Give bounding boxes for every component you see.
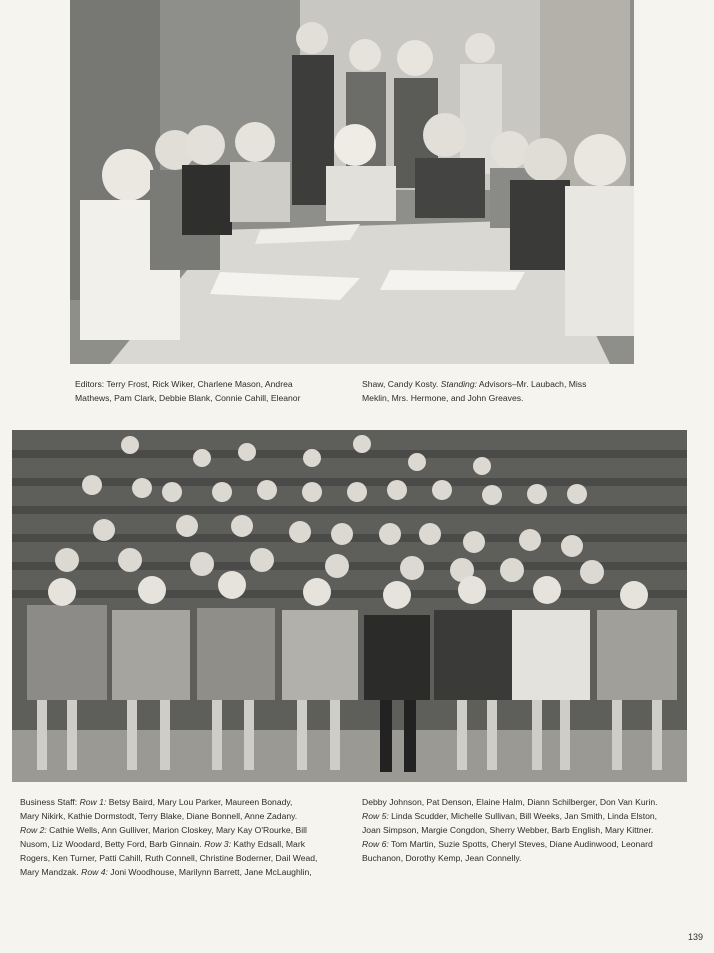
business-staff-photo-illustration	[12, 430, 687, 782]
caption-line: Mary Mandzak.	[20, 867, 82, 877]
caption-line: Joan Simpson, Margie Congdon, Sherry Webber, Barb English, Mary Kittner.	[362, 825, 654, 835]
business-staff-caption-left	[20, 795, 333, 879]
editors-caption-line: Editors: Terry Frost, Rick Wiker, Charlene Mason, Andrea	[75, 379, 293, 389]
row-label: Row 4:	[81, 867, 108, 877]
caption-line: Rogers, Ken Turner, Patti Cahill, Ruth Connell, Christine Boderner, Dail Wead,	[20, 853, 318, 863]
editors-caption-right	[362, 377, 622, 405]
page-number: 139	[688, 932, 704, 942]
editors-caption-line: Advisors–Mr. Laubach, Miss	[477, 379, 587, 389]
editors-photo-illustration	[70, 0, 634, 364]
editors-caption-line: Shaw, Candy Kosty.	[362, 379, 441, 389]
editors-caption-left	[75, 377, 333, 405]
caption-line: Debby Johnson, Pat Denson, Elaine Halm, Diann Schilberger, Don Van Kurin.	[362, 797, 658, 807]
row-label: Row 5:	[362, 811, 389, 821]
caption-line: Buchanon, Dorothy Kemp, Jean Connelly.	[362, 853, 522, 863]
editors-photo	[70, 0, 634, 364]
row-label: Row 3:	[204, 839, 231, 849]
row-label: Row 2:	[20, 825, 47, 835]
editors-caption-line: Mathews, Pam Clark, Debbie Blank, Connie Cahill, Eleanor	[75, 393, 301, 403]
business-staff-photo	[12, 430, 687, 782]
caption-line: Joni Woodhouse, Marilynn Barrett, Jane McLaughlin,	[107, 867, 312, 877]
caption-line: Cathie Wells, Ann Gulliver, Marion Closkey, Mary Kay O'Rourke, Bill	[46, 825, 307, 835]
caption-line: Nusom, Liz Woodard, Betty Ford, Barb Ginnain.	[20, 839, 205, 849]
caption-line: Mary Nikirk, Kathie Dormstodt, Terry Blake, Diane Bonnell, Anne Zadany.	[20, 811, 298, 821]
business-staff-caption-right	[362, 795, 678, 865]
caption-line: Tom Martin, Suzie Spotts, Cheryl Steves, Diane Audinwood, Leonard	[388, 839, 653, 849]
editors-caption-line: Meklin, Mrs. Hermone, and John Greaves.	[362, 393, 524, 403]
row-label: Row 1:	[79, 797, 107, 807]
caption-line: Betsy Baird, Mary Lou Parker, Maureen Bonady,	[106, 797, 293, 807]
caption-line: Linda Scudder, Michelle Sullivan, Bill Weeks, Jan Smith, Linda Elston,	[388, 811, 658, 821]
standing-label: Standing:	[440, 379, 477, 389]
row-label: Row 6:	[362, 839, 389, 849]
caption-heading: Business Staff:	[20, 797, 80, 807]
caption-line: Kathy Edsall, Mark	[230, 839, 305, 849]
